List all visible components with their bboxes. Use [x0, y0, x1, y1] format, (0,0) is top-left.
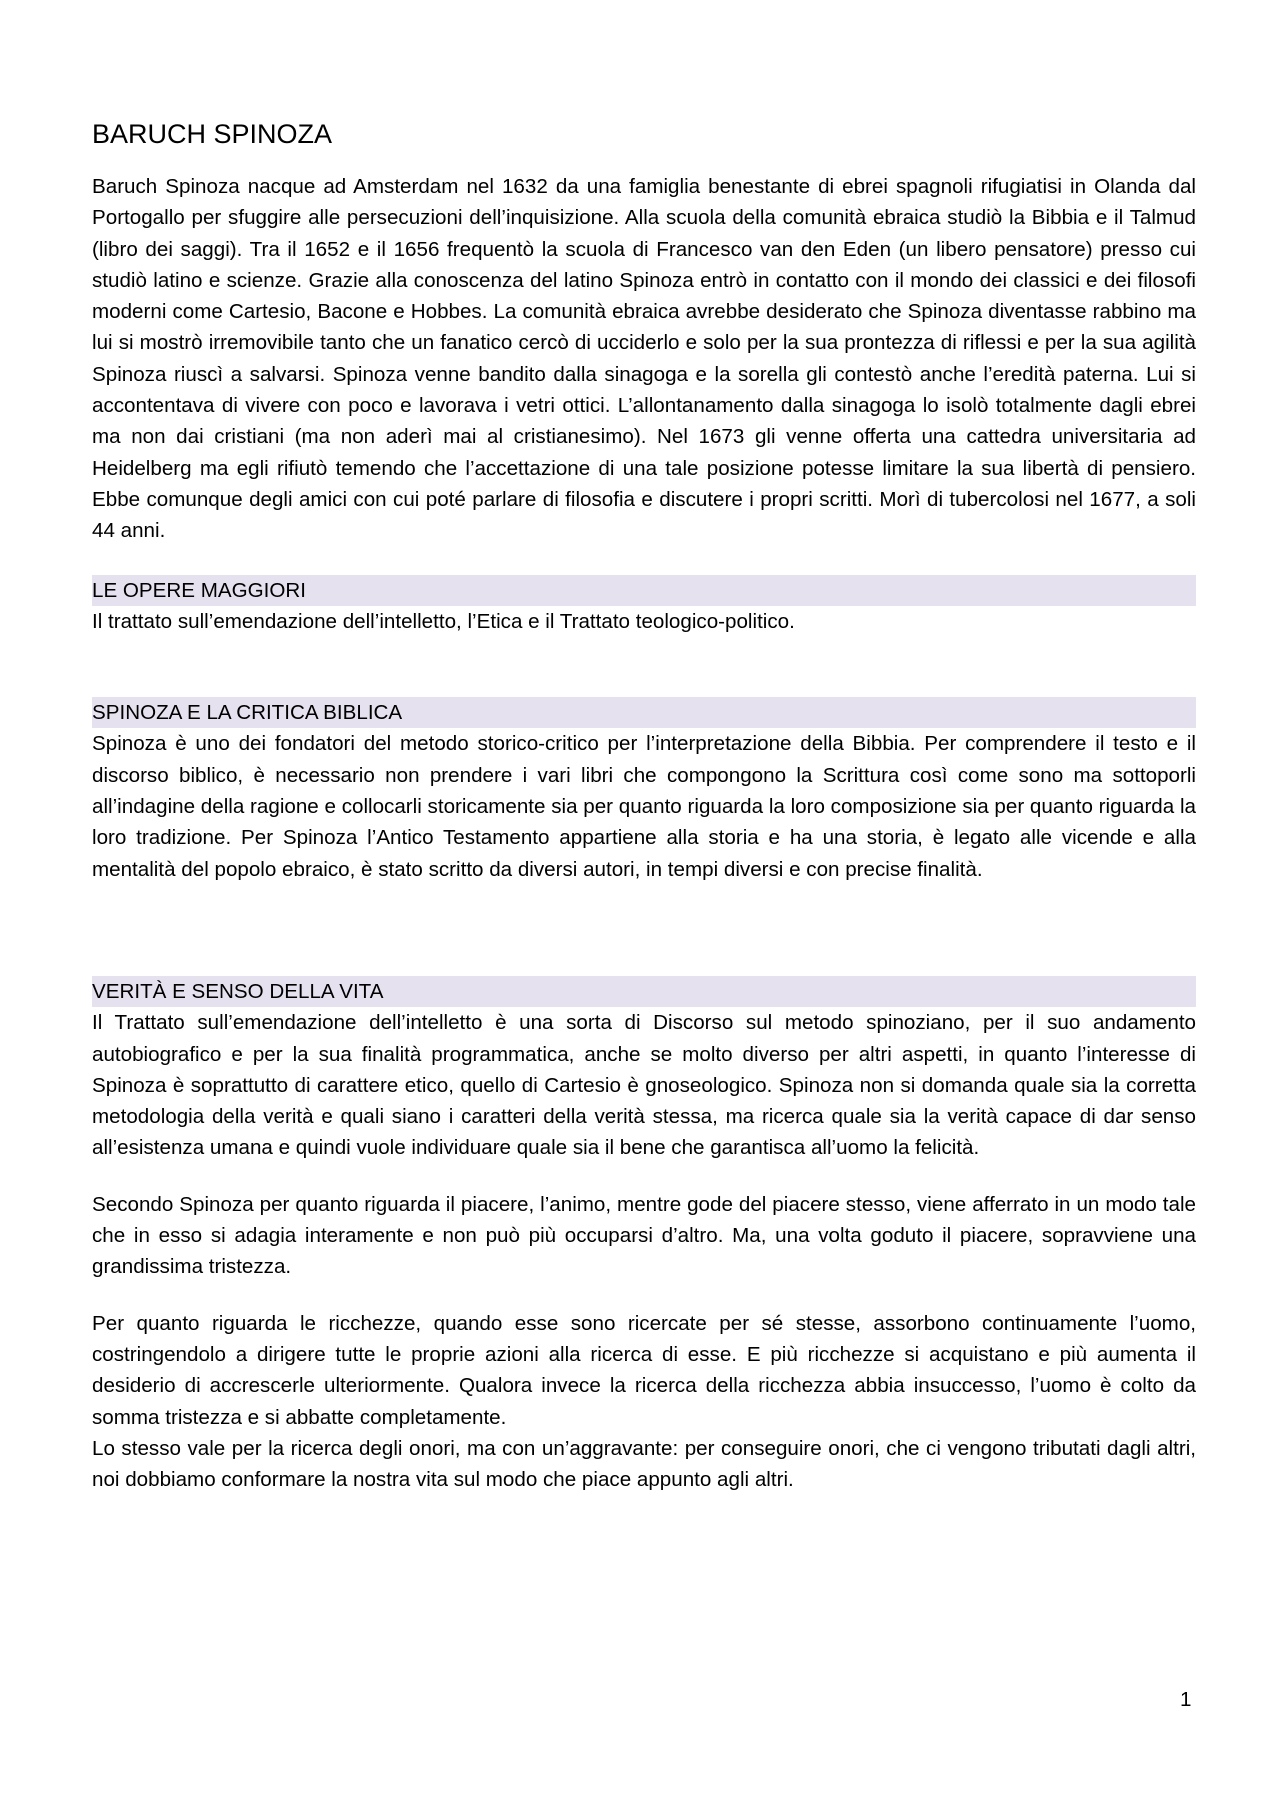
section-paragraph-verita-4: Lo stesso vale per la ricerca degli onori, ma con un’aggravante: per conseguire onori, che ci vengono tributati dagli altri, noi dobbiamo conformare la nostra vita sul modo che piace appunto agli altri.: [92, 1436, 1196, 1492]
section-paragraph-verita-2: Secondo Spinoza per quanto riguarda il piacere, l’animo, mentre gode del piacere stesso, viene afferrato in un modo tale che in esso si adagia interamente e non può più occuparsi d’altro. Ma, una volta goduto il piacere, sopravviene una grandissima tristezza.: [92, 1192, 1196, 1279]
section-heading-verita: VERITÀ E SENSO DELLA VITA: [92, 976, 1196, 1007]
spacer: [92, 547, 1196, 575]
section-paragraph-verita-1: Il Trattato sull’emendazione dell’intelletto è una sorta di Discorso sul metodo spinoziano, per il suo andamento autobiografico e per la sua finalità programmatica, anche se molto diverso per altri aspetti, in quanto l’interesse di Spinoza è soprattutto di carattere etico, quello di Cartesio è gnoseologico. Spinoza non si domanda quale sia la corretta metodologia della verità e quali siano i caratteri della verità stessa, ma ricerca quale sia la verità capace di dar senso all’esistenza umana e quindi vuole individuare quale sia il bene che garantisca all’uomo la felicità.: [92, 1011, 1196, 1160]
spacer: [92, 1283, 1196, 1308]
page-number: 1: [1180, 1688, 1192, 1711]
spacer: [92, 885, 1196, 976]
spacer: [92, 1164, 1196, 1189]
document-page: [92, 118, 1196, 1495]
spacer: [92, 637, 1196, 697]
section-paragraph-verita-3: Per quanto riguarda le ricchezze, quando esse sono ricercate per sé stesse, assorbono continuamente l’uomo, costringendolo a dirigere tutte le proprie azioni alla ricerca di esse. E più ricchezze si acquistano e più aumenta il desiderio di accrescerle ulteriormente. Qualora invece la ricerca della ricchezza abbia insuccesso, l’uomo è colto da somma tristezza e si abbatte completamente.: [92, 1311, 1196, 1429]
intro-paragraph: Baruch Spinoza nacque ad Amsterdam nel 1632 da una famiglia benestante di ebrei spagnoli rifugiatisi in Olanda dal Portogallo per sfuggire alle persecuzioni dell’inquisizione. Alla scuola della comunità ebraica studiò la Bibbia e il Talmud (libro dei saggi). Tra il 1652 e il 1656 frequentò la scuola di Francesco van den Eden (un libero pensatore) presso cui studiò latino e scienze. Grazie alla conoscenza del latino Spinoza entrò in contatto con il mondo dei classici e dei filosofi moderni come Cartesio, Bacone e Hobbes. La comunità ebraica avrebbe desiderato che Spinoza diventasse rabbino ma lui si mostrò irremovibile tanto che un fanatico cercò di ucciderlo e solo per la sua prontezza di riflessi e per la sua agilità Spinoza riuscì a salvarsi. Spinoza venne bandito dalla sinagoga e la sorella gli contestò anche l’eredità paterna. Lui si accontentava di vivere con poco e lavorava i vetri ottici. L’allontanamento dalla sinagoga lo isolò totalmente dagli ebrei ma non dai cristiani (ma non aderì mai al cristianesimo). Nel 1673 gli venne offerta una cattedra universitaria ad Heidelberg ma egli rifiutò temendo che l’accettazione di una tale posizione potesse limitare la sua libertà di pensiero. Ebbe comunque degli amici con cui poté parlare di filosofia e discutere i propri scritti. Morì di tubercolosi nel 1677, a soli 44 anni.: [92, 175, 1196, 543]
section-heading-opere: LE OPERE MAGGIORI: [92, 575, 1196, 606]
section-paragraph-opere: Il trattato sull’emendazione dell’intelletto, l’Etica e il Trattato teologico-politico.: [92, 609, 795, 633]
document-title: BARUCH SPINOZA: [92, 119, 333, 149]
section-paragraph-critica-biblica: Spinoza è uno dei fondatori del metodo storico-critico per l’interpretazione della Bibbia. Per comprendere il testo e il discorso biblico, è necessario non prendere i vari libri che compongono la Scrittura così come sono ma sottoporli all’indagine della ragione e collocarli storicamente sia per quanto riguarda la loro composizione sia per quanto riguarda la loro tradizione. Per Spinoza l’Antico Testamento appartiene alla storia e ha una storia, è legato alle vicende e alla mentalità del popolo ebraico, è stato scritto da diversi autori, in tempi diversi e con precise finalità.: [92, 732, 1196, 881]
section-heading-critica-biblica: SPINOZA E LA CRITICA BIBLICA: [92, 697, 1196, 728]
